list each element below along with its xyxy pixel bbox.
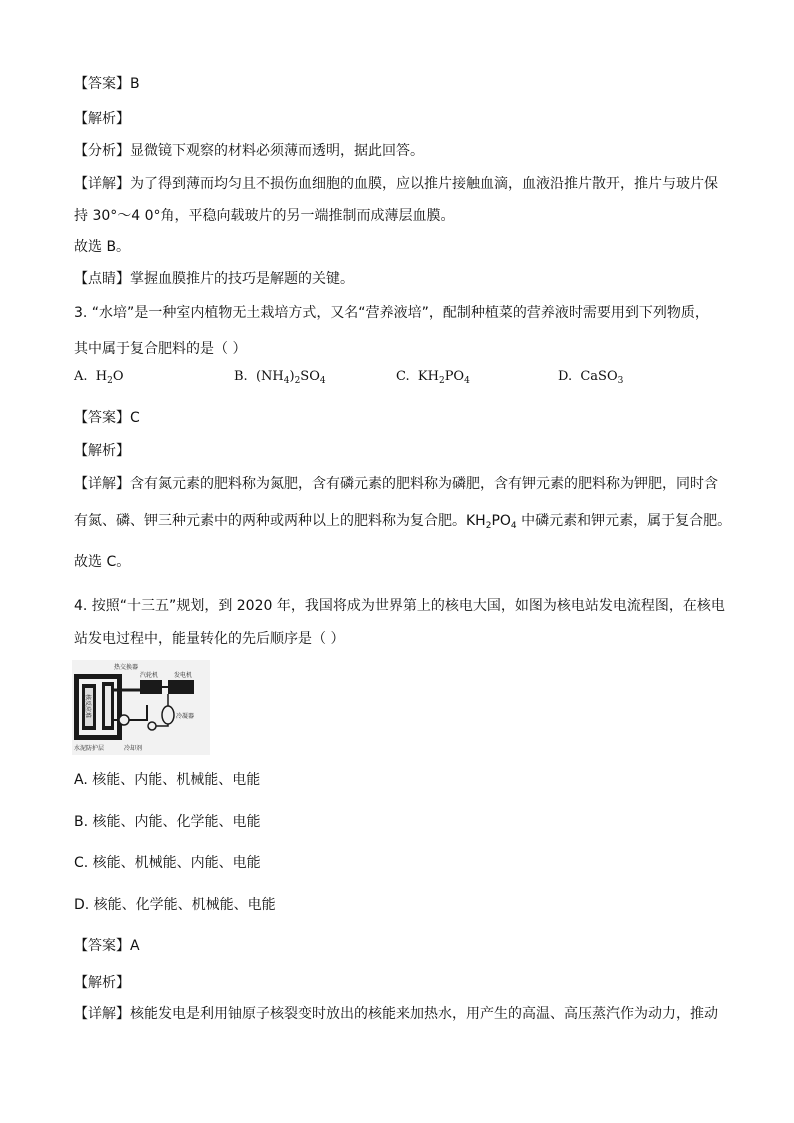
shield-label: 水泥防护层 — [74, 745, 105, 752]
analysis-1-detail-line-1: 【详解】为了得到薄而均匀且不损伤血细胞的血膜，应以推片接触血滴，血液沿推片散开，推片与玻片保 — [74, 176, 718, 192]
condenser-label: 冷凝器 — [176, 713, 195, 720]
condenser — [162, 706, 174, 724]
q3-stem-line-1: 3. “水培”是一种室内植物无土栽培方式，又名“营养液培”，配制种植菜的营养液时需要用到下列物质， — [74, 305, 709, 321]
pump-2 — [148, 722, 156, 730]
answer-1: 【答案】B — [74, 76, 140, 92]
q3-detail-line-1: 【详解】含有氮元素的肥料称为氮肥，含有磷元素的肥料称为磷肥，含有钾元素的肥料称为钾肥，同时含 — [74, 476, 718, 492]
q3-option-c: C. $KH_2PO_4$ — [396, 369, 470, 386]
analysis-1-detail-line-2: 持 30°～4 0°角，平稳向载玻片的另一端推制而成薄层血膜。 — [74, 208, 455, 224]
turbine — [140, 680, 162, 694]
q3-detail-line-2: 有氮、磷、钾三种元素中的两种或两种以上的肥料称为复合肥。$KH_2PO_4$ 中磷元素和钾元素，属于复合肥。 — [74, 513, 732, 531]
q4-detail-line-1: 【详解】核能发电是利用铀原子核裂变时放出的核能来加热水，用产生的高温、高压蒸汽作为动力，推动 — [74, 1006, 718, 1022]
q4-option-a: A. 核能、内能、机械能、电能 — [74, 772, 261, 788]
dianjing-1: 【点睛】掌握血膜推片的技巧是解题的关键。 — [74, 271, 354, 287]
q4-analysis-heading: 【解析】 — [74, 975, 130, 991]
analysis-1-fenxi: 【分析】显微镜下观察的材料必须薄而透明，据此回答。 — [74, 143, 424, 159]
heat-exchanger-label: 热交换器 — [114, 664, 139, 671]
q3-option-d: D. CaSO$_3$ — [558, 369, 624, 386]
turbine-label: 汽轮机 — [140, 672, 159, 679]
q3-choose: 故选 C。 — [74, 554, 131, 570]
generator-label: 发电机 — [174, 672, 193, 679]
q4-stem-line-2: 站发电过程中，能量转化的先后顺序是（ ） — [74, 631, 345, 647]
generator — [168, 680, 194, 694]
q4-option-b: B. 核能、内能、化学能、电能 — [74, 814, 261, 830]
q3-analysis-heading: 【解析】 — [74, 443, 130, 459]
q3-stem-line-2: 其中属于复合肥料的是（ ） — [74, 341, 247, 357]
q4-option-d: D. 核能、化学能、机械能、电能 — [74, 897, 276, 913]
q4-stem-line-1: 4. 按照“十三五”规划，到 2020 年，我国将成为世界第上的核电大国，如图为核电站发电流程图，在核电 — [74, 598, 725, 614]
q3-option-b: B. $(NH_4)_2SO_4$ — [234, 369, 326, 386]
coolant-label: 冷却剂 — [124, 745, 143, 752]
analysis-1-heading: 【解析】 — [74, 111, 130, 127]
nuclear-plant-diagram — [72, 660, 210, 755]
reactor-label: 核反应堆 — [84, 694, 91, 719]
pump-1 — [119, 715, 129, 725]
q4-answer: 【答案】A — [74, 938, 140, 954]
q3-answer: 【答案】C — [74, 410, 140, 426]
choose-1: 故选 B。 — [74, 239, 131, 255]
q4-option-c: C. 核能、机械能、内能、电能 — [74, 855, 261, 871]
q3-option-a: A. $H_2O$ — [74, 369, 124, 386]
